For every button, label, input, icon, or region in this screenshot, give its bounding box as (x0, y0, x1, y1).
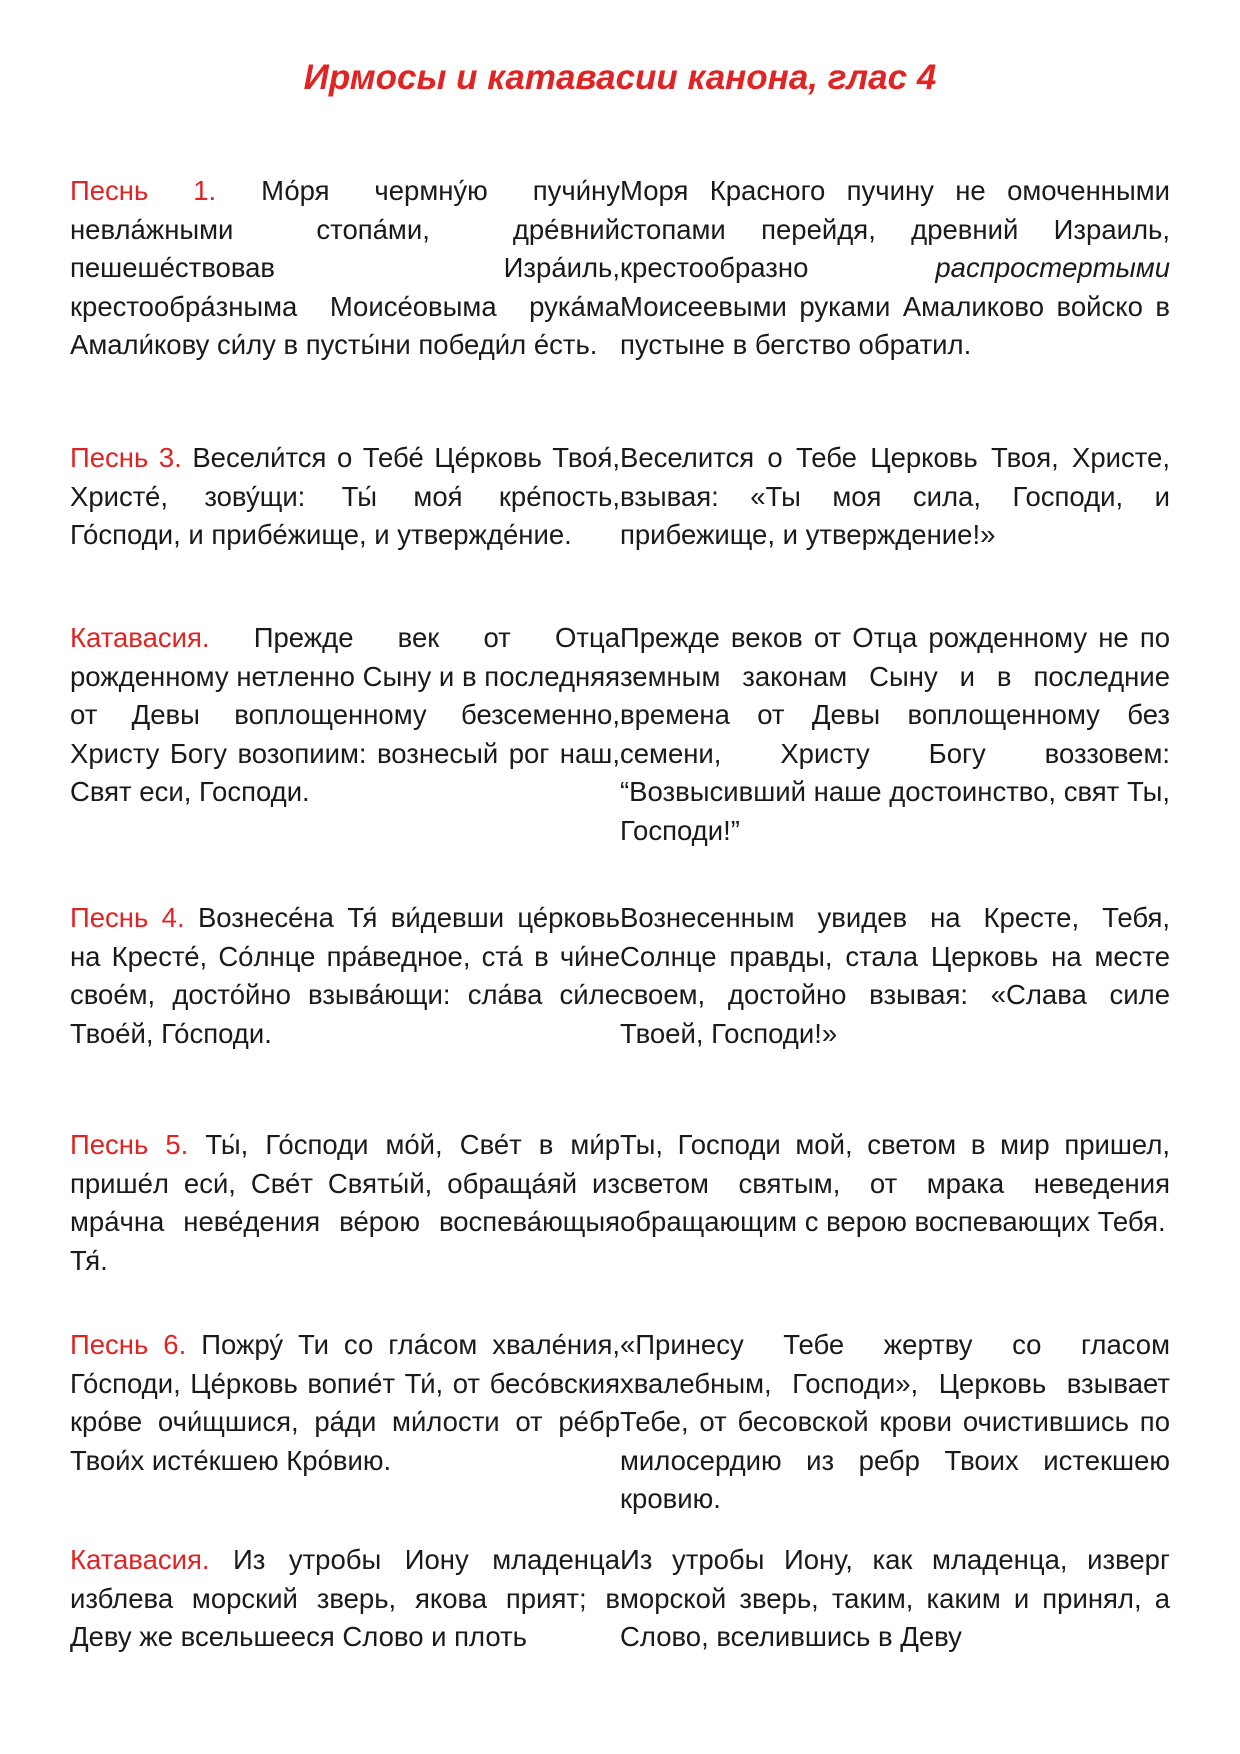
russian-italic-word: распростертыми (935, 252, 1170, 283)
canon-text (70, 172, 1170, 1661)
russian-translation: Веселится о Тебе Церковь Твоя, Христе, взывая: «Ты моя сила, Господи, и прибежище, и утверждение!» (620, 442, 1170, 550)
russian-translation: Вознесенным увидев на Кресте, Тебя, Солнце правды, стала Церковь на месте своем, достойно взывая: «Слава силе Твоей, Господи!» (620, 902, 1170, 1049)
section-ode-4 (70, 899, 1170, 1126)
church-slavonic-body: Весели́тся о Тебе́ Це́рковь Твоя́, Христе́, зову́щи: Ты́ моя́ кре́пость, Го́споди, и прибе́жище, и утвержде́ние. (70, 442, 621, 550)
section-ode-6 (70, 1326, 1170, 1541)
church-slavonic-body: Прежде век от Отца рожденному нетленно Сыну и в последняя от Девы воплощенному безсеменно, Христу Богу возопиим: вознесый рог наш, Свят еси, Господи. (70, 622, 620, 807)
ode-label: Песнь 6. (70, 1329, 187, 1360)
russian-text-part: Моря Красного пучину не омоченными стопами перейдя, древний Израиль, крестообразно (620, 175, 1170, 283)
russian-translation (620, 172, 1170, 439)
ode-label: Песнь 3. (70, 442, 182, 473)
russian-translation: Ты, Господи мой, светом в мир пришел, светом святым, от мрака неведения обращающим с верою воспевающих Тебя. (620, 1129, 1170, 1237)
section-katavasia-2 (70, 1541, 1170, 1661)
church-slavonic-text (70, 1326, 620, 1541)
section-katavasia-1 (70, 619, 1170, 899)
church-slavonic-text (70, 172, 620, 439)
church-slavonic-text (70, 1126, 620, 1326)
section-ode-3 (70, 439, 1170, 619)
russian-translation: Прежде веков от Отца рожденному не по земным законам Сыну и в последние времена от Девы воплощенному без семени, Христу Богу воззовем: “Возвысивший наше достоинство, свят Ты, Господи!” (620, 622, 1170, 846)
katavasia-label: Катавасия. (70, 622, 210, 653)
ode-label: Песнь 5. (70, 1129, 189, 1160)
church-slavonic-body: Вознесе́на Тя́ ви́девши це́рковь на Кресте́, Со́лнце пра́ведное, ста́ в чи́не свое́м, досто́йно взыва́ющи: сла́ва си́ле Твое́й, Го́споди. (70, 902, 620, 1049)
church-slavonic-body: Ты́, Го́споди мо́й, Све́т в ми́р прише́л еси́, Све́т Святы́й, обраща́яй из мра́чна неве́дения ве́рою воспева́ющыя Тя́. (70, 1129, 620, 1276)
church-slavonic-body: Из утробы Иону младенца изблева морский зверь, якова прият; в Деву же всельшееся Слово и плоть (70, 1544, 621, 1652)
church-slavonic-text (70, 619, 620, 899)
church-slavonic-text (70, 899, 620, 1126)
section-ode-5 (70, 1126, 1170, 1326)
ode-label: Песнь 1. (70, 175, 217, 206)
church-slavonic-text (70, 439, 620, 619)
ode-label: Песнь 4. (70, 902, 185, 933)
page-title: Ирмосы и катавасии канона, глас 4 (303, 58, 937, 97)
church-slavonic-text (70, 1541, 620, 1661)
russian-translation: Из утробы Иону, как младенца, изверг морской зверь, таким, каким и принял, а Слово, вселившись в Деву (620, 1544, 1170, 1652)
russian-translation: «Принесу Тебе жертву со гласом хвалебным, Господи», Церковь взывает Тебе, от бесовской крови очистившись по милосердию из ребр Твоих истекшею кровию. (620, 1329, 1170, 1514)
russian-text-part: Моисеевыми руками Амаликово войско в пустыне в бегство обратил. (620, 290, 1170, 360)
church-slavonic-body: Мо́ря чермну́ю пучи́ну невла́жными стопа́ми, дре́вний пешеше́ствовав Изра́иль, крестообра́зныма Моисе́овыма рука́ма Амали́кову си́лу в пусты́ни победи́л е́сть. (70, 175, 620, 360)
section-ode-1 (70, 172, 1170, 439)
church-slavonic-body: Пожру́ Ти со гла́сом хвале́ния, Го́споди, Це́рковь вопие́т Ти́, от бесо́вския кро́ве очи́щшися, ра́ди ми́лости от ре́бр Твои́х исте́кшею Кро́вию. (70, 1329, 620, 1476)
katavasia-label: Катавасия. (70, 1544, 210, 1575)
